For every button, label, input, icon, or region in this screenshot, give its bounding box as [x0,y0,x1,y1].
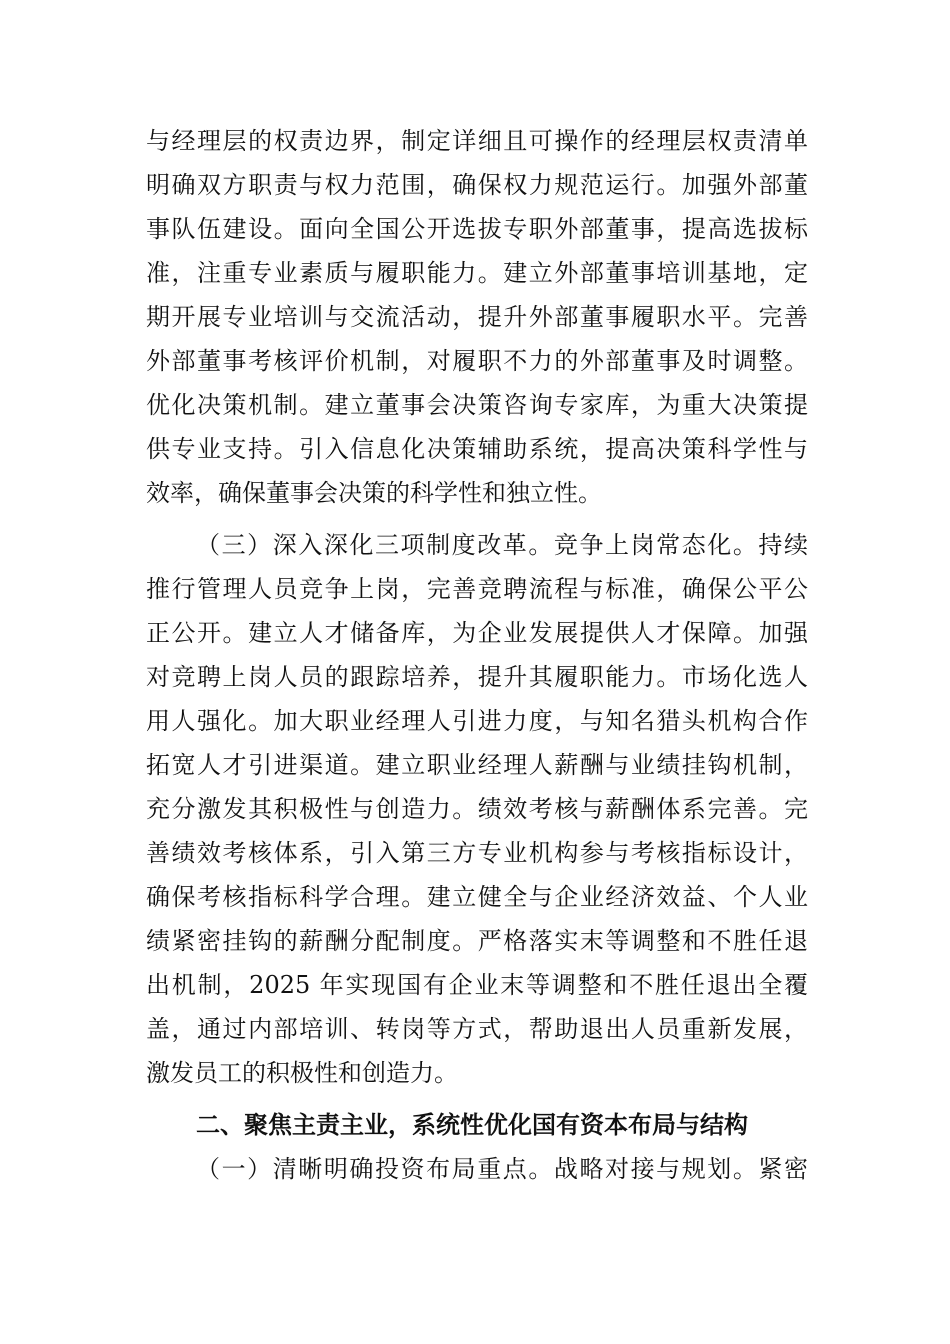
text-line: 期开展专业培训与交流活动，提升外部董事履职水平。完善 [146,303,808,331]
section-heading-1: （一）清晰明确投资布局重点。战略对接与规划。紧密 [196,1155,808,1183]
text-line: 拓宽人才引进渠道。建立职业经理人薪酬与业绩挂钩机制， [146,751,808,779]
text-line: 善绩效考核体系，引入第三方专业机构参与考核指标设计， [146,839,808,867]
text-line: 正公开。建立人才储备库，为企业发展提供人才保障。加强 [146,619,808,647]
chapter-heading: 二、聚焦主责主业，系统性优化国有资本布局与结构 [196,1111,748,1139]
text-line: 确保考核指标科学合理。建立健全与企业经济效益、个人业 [146,883,808,911]
text-line: 准，注重专业素质与履职能力。建立外部董事培训基地，定 [146,259,808,287]
text-line: 出机制，2025 年实现国有企业末等调整和不胜任退出全覆 [146,971,808,999]
text-line: 对竞聘上岗人员的跟踪培养，提升其履职能力。市场化选人 [146,663,808,691]
text-line: 外部董事考核评价机制，对履职不力的外部董事及时调整。 [146,347,808,375]
text-line: 充分激发其积极性与创造力。绩效考核与薪酬体系完善。完 [146,795,808,823]
text-line: 供专业支持。引入信息化决策辅助系统，提高决策科学性与 [146,435,808,463]
text-line: 用人强化。加大职业经理人引进力度，与知名猎头机构合作 [146,707,808,735]
text-line: 与经理层的权责边界，制定详细且可操作的经理层权责清单 [146,127,808,155]
section-heading-3: （三）深入深化三项制度改革。竞争上岗常态化。持续 [196,531,808,559]
text-line: 明确双方职责与权力范围，确保权力规范运行。加强外部董 [146,171,808,199]
text-line: 盖，通过内部培训、转岗等方式，帮助退出人员重新发展， [146,1015,808,1043]
text-line: 优化决策机制。建立董事会决策咨询专家库，为重大决策提 [146,391,808,419]
text-line: 绩紧密挂钩的薪酬分配制度。严格落实末等调整和不胜任退 [146,927,808,955]
text-line: 效率，确保董事会决策的科学性和独立性。 [146,479,602,507]
text-line: 事队伍建设。面向全国公开选拔专职外部董事，提高选拔标 [146,215,808,243]
text-line: 推行管理人员竞争上岗，完善竞聘流程与标准，确保公平公 [146,575,808,603]
text-line: 激发员工的积极性和创造力。 [146,1059,458,1087]
